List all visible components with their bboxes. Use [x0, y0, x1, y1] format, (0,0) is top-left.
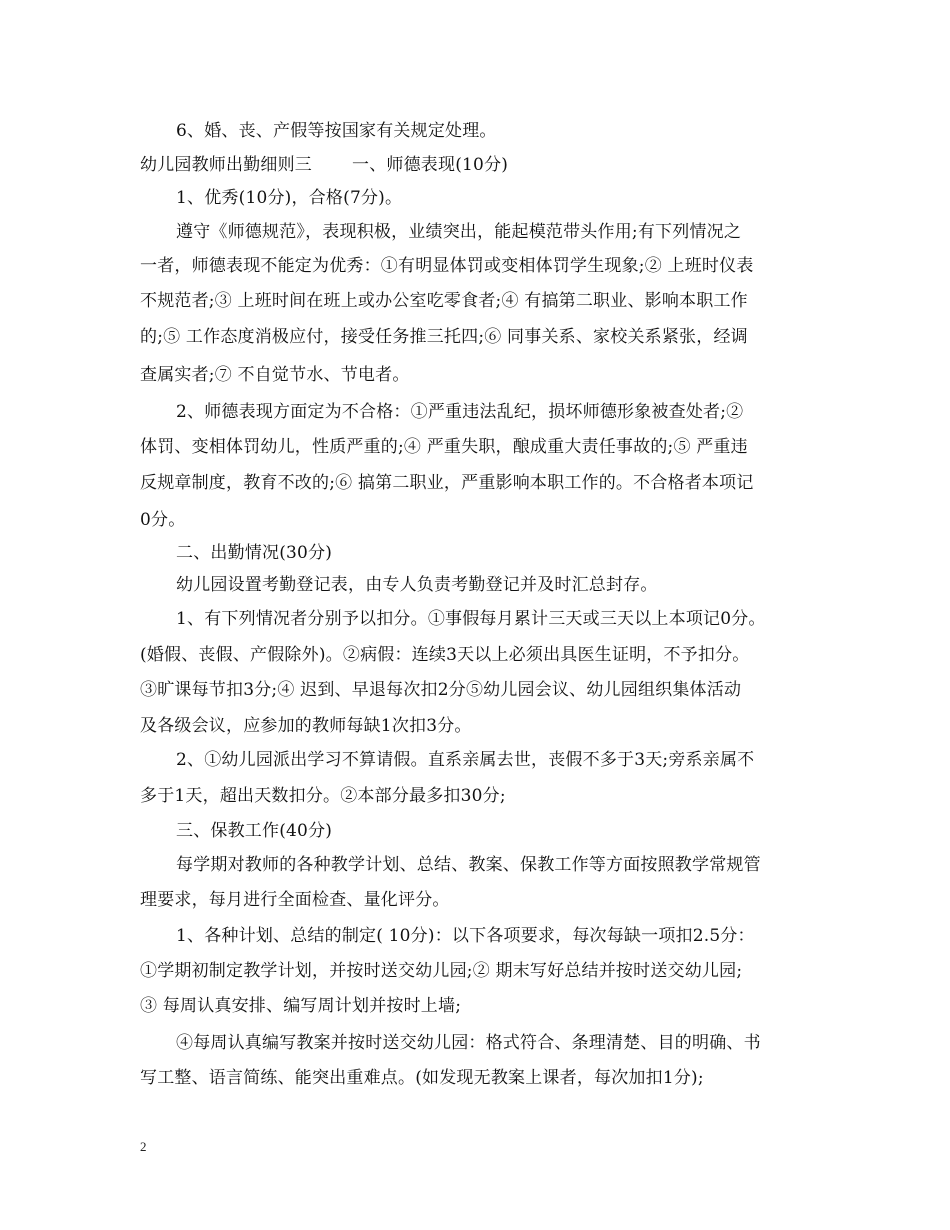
text-line: 2、①幼儿园派出学习不算请假。直系亲属去世，丧假不多于3天;旁系亲属不	[176, 750, 755, 770]
text-line: 体罚、变相体罚幼儿，性质严重的;④ 严重失职，酿成重大责任事故的;⑤ 严重违	[140, 437, 748, 457]
section-heading: 三、保教工作(40分)	[176, 821, 333, 841]
text-line: 多于1天，超出天数扣分。②本部分最多扣30分;	[140, 786, 506, 806]
text-line: 不规范者;③ 上班时间在班上或办公室吃零食者;④ 有搞第二职业、影响本职工作	[140, 291, 748, 311]
text-line: 的;⑤ 工作态度消极应付，接受任务推三托四;⑥ 同事关系、家校关系紧张，经调	[140, 327, 748, 347]
text-line: 每学期对教师的各种教学计划、总结、教案、保教工作等方面按照教学常规管	[176, 855, 761, 875]
text-line: 幼儿园设置考勤登记表，由专人负责考勤登记并及时汇总封存。	[176, 575, 658, 595]
text-line: 1、优秀(10分)，合格(7分)。	[176, 188, 403, 208]
text-line: 一者，师德表现不能定为优秀：①有明显体罚或变相体罚学生现象;② 上班时仪表	[140, 256, 754, 276]
text-line: 6、婚、丧、产假等按国家有关规定处理。	[176, 121, 497, 141]
text-line: ③旷课每节扣3分;④ 迟到、早退每次扣2分⑤幼儿园会议、幼儿园组织集体活动	[140, 680, 742, 700]
text-line: (婚假、丧假、产假除外)。②病假：连续3天以上必须出具医生证明，不予扣分。	[140, 645, 750, 665]
text-line: 幼儿园教师出勤细则三 一、师德表现(10分)	[140, 155, 509, 175]
text-line: ③ 每周认真安排、编写周计划并按时上墙;	[140, 996, 462, 1016]
text-line: 及各级会议，应参加的教师每缺1次扣3分。	[140, 716, 472, 736]
text-line: 2、师德表现方面定为不合格：①严重违法乱纪，损坏师德形象被查处者;②	[176, 402, 744, 422]
text-line: 1、各种计划、总结的制定( 10分)：以下各项要求，每次每缺一项扣2.5分：	[176, 926, 755, 946]
text-line: 查属实者;⑦ 不自觉节水、节电者。	[140, 365, 410, 385]
page-number: 2	[140, 1139, 147, 1154]
text-line: ①学期初制定教学计划，并按时送交幼儿园;② 期末写好总结并按时送交幼儿园;	[140, 961, 743, 981]
text-line: 1、有下列情况者分别予以扣分。①事假每月累计三天或三天以上本项记0分。	[176, 609, 766, 629]
text-line: 遵守《师德规范》，表现积极，业绩突出，能起模范带头作用;有下列情况之	[176, 222, 742, 242]
text-line: 反规章制度，教育不改的;⑥ 搞第二职业，严重影响本职工作的。不合格者本项记	[140, 473, 754, 493]
section-heading: 二、出勤情况(30分)	[176, 543, 333, 563]
text-line: 0分。	[140, 510, 186, 530]
text-line: 写工整、语言简练、能突出重难点。(如发现无教案上课者，每次加扣1分);	[140, 1068, 704, 1088]
text-line: ④每周认真编写教案并按时送交幼儿园：格式符合、条理清楚、目的明确、书	[176, 1033, 761, 1053]
text-line: 理要求，每月进行全面检查、量化评分。	[140, 890, 450, 910]
